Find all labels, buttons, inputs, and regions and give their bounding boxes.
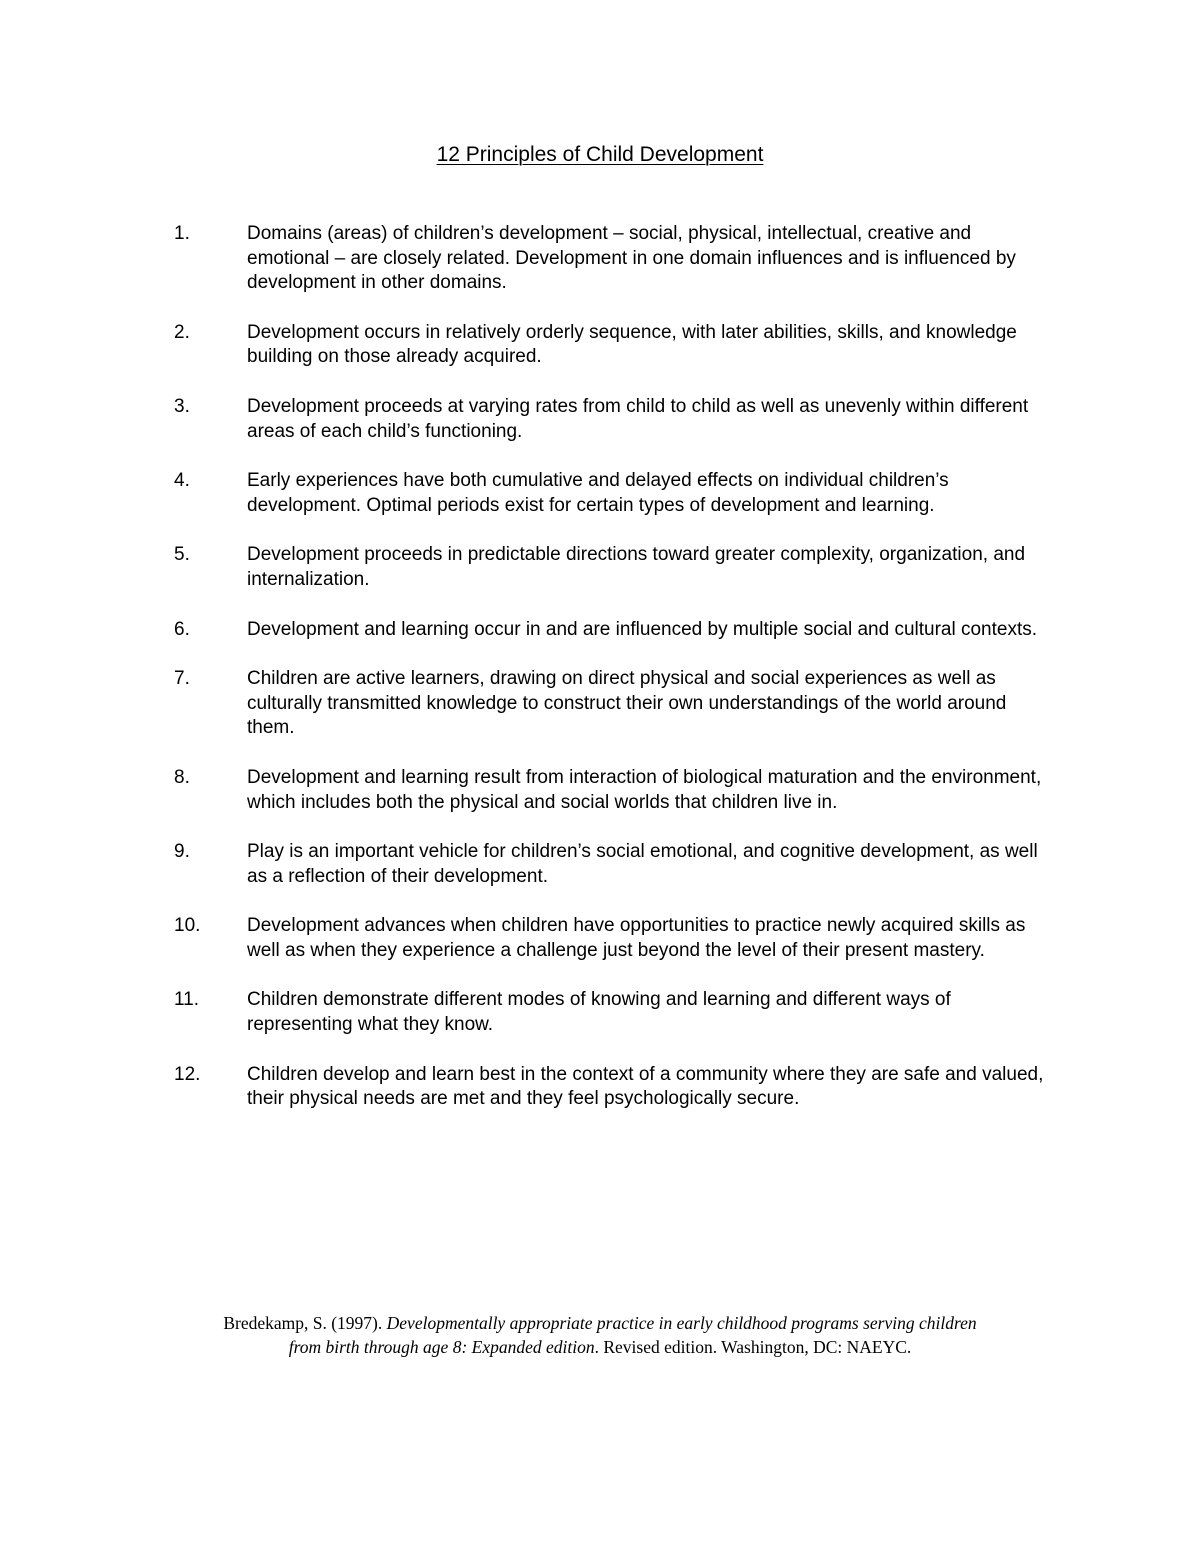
list-item <box>174 321 1044 370</box>
item-number: 4. <box>174 470 190 492</box>
list-item <box>174 395 1044 444</box>
citation <box>0 1311 1200 1359</box>
item-text: Early experiences have both cumulative and delayed effects on individual children’s development. Optimal periods exist for certain types of development and learning. <box>247 470 949 516</box>
item-text: Development and learning occur in and are influenced by multiple social and cultural contexts. <box>247 618 1038 640</box>
list-item <box>174 1063 1044 1112</box>
list-item <box>174 988 1044 1037</box>
principles-list <box>174 222 1044 1137</box>
item-text: Domains (areas) of children’s development – social, physical, intellectual, creative and emotional – are closely related. Development in one domain influences and is influenced by development in other domains. <box>247 223 1016 294</box>
item-number: 8. <box>174 766 190 788</box>
citation-line-2 <box>0 1335 1200 1359</box>
list-item <box>174 222 1044 296</box>
item-number: 1. <box>174 223 190 244</box>
item-number: 5. <box>174 544 190 566</box>
item-number: 9. <box>174 841 190 863</box>
item-text: Development advances when children have opportunities to practice newly acquired skills as well as when they experience a challenge just beyond the level of their present mastery. <box>247 915 1026 961</box>
item-text: Children demonstrate different modes of knowing and learning and different ways of representing what they know. <box>247 989 951 1036</box>
page-title: 12 Principles of Child Development <box>436 143 764 166</box>
citation-author: Bredekamp, S. (1997). <box>223 1313 387 1333</box>
item-number: 10. <box>174 915 201 937</box>
item-number: 11. <box>174 989 200 1011</box>
item-number: 3. <box>174 395 190 417</box>
item-text: Development and learning result from interaction of biological maturation and the environment, which includes both the physical and social worlds that children live in. <box>247 766 1042 813</box>
item-number: 6. <box>174 618 190 640</box>
item-text: Children develop and learn best in the context of a community where they are safe and valued, their physical needs are met and they feel psychologically secure. <box>247 1063 1044 1110</box>
list-item <box>174 766 1044 815</box>
citation-title-part-2: from birth through age 8: Expanded edition <box>288 1337 595 1357</box>
citation-title-part-1: Developmentally appropriate practice in early childhood programs serving children <box>386 1313 977 1333</box>
item-number: 12. <box>174 1063 201 1085</box>
item-text: Play is an important vehicle for children’s social emotional, and cognitive development, as well as a reflection of their development. <box>247 841 1038 887</box>
list-item <box>174 840 1044 889</box>
citation-line-1 <box>0 1311 1200 1335</box>
list-item <box>174 914 1044 963</box>
list-item <box>174 618 1044 643</box>
item-text: Development proceeds in predictable directions toward greater complexity, organization, and internalization. <box>247 544 1026 590</box>
item-text: Development occurs in relatively orderly sequence, with later abilities, skills, and knowledge building on those already acquired. <box>247 321 1017 368</box>
list-item <box>174 543 1044 592</box>
list-item <box>174 469 1044 518</box>
item-text: Development proceeds at varying rates from child to child as well as unevenly within different areas of each child’s functioning. <box>247 395 1029 442</box>
item-number: 7. <box>174 668 190 690</box>
list-item <box>174 667 1044 741</box>
citation-publisher: . Revised edition. Washington, DC: NAEYC. <box>594 1337 912 1357</box>
item-text: Children are active learners, drawing on direct physical and social experiences as well as culturally transmitted knowledge to construct their own understandings of the world around them. <box>247 668 1007 739</box>
item-number: 2. <box>174 321 190 343</box>
